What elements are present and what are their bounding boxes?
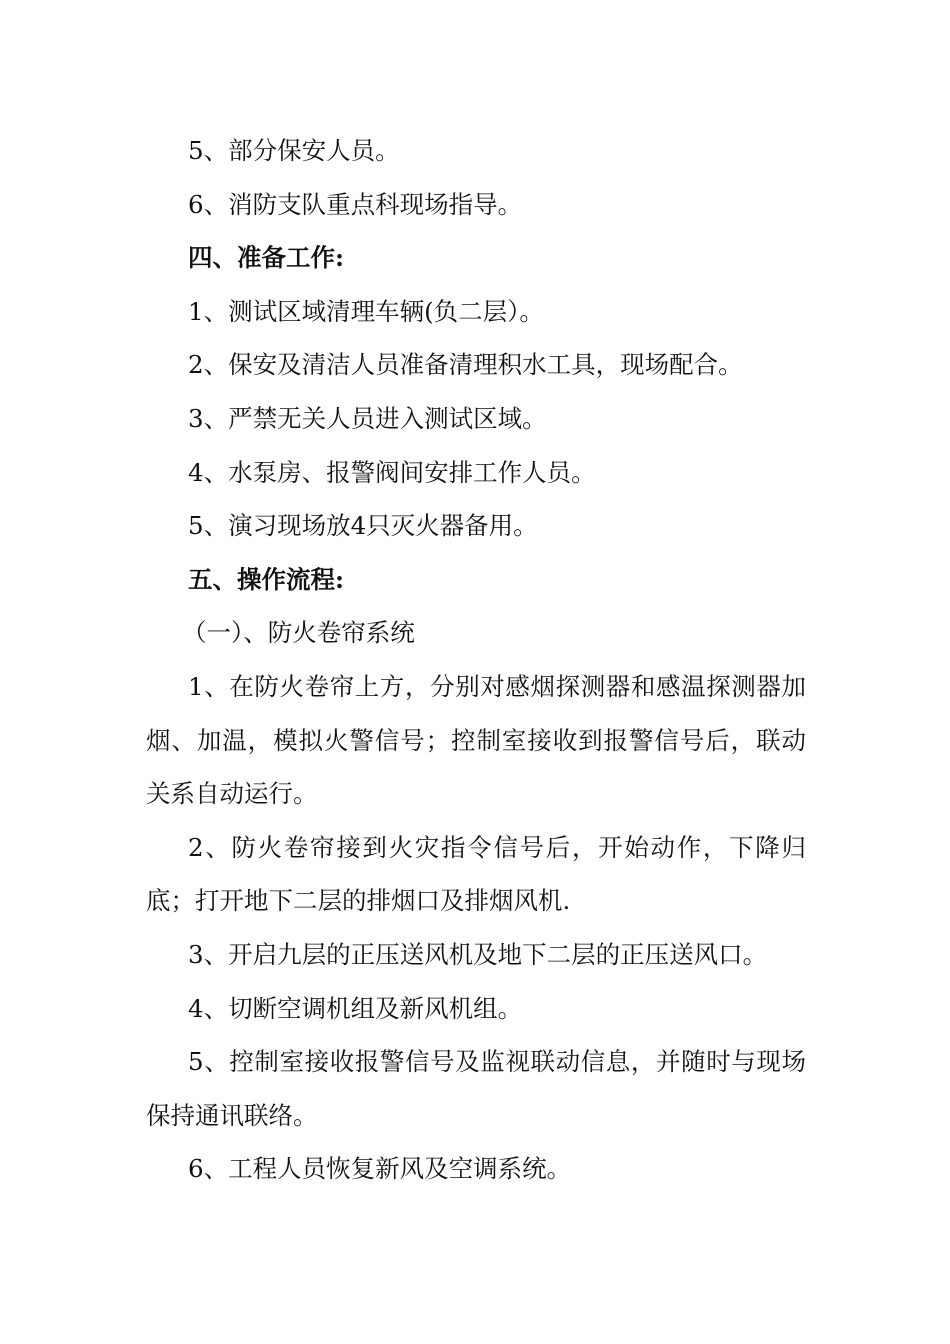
list-item: 6、工程人员恢复新风及空调系统。: [188, 1154, 572, 1184]
list-item: 5、控制室接收报警信号及监视联动信息，并随时与现场保持通讯联络。: [146, 1047, 806, 1130]
list-item: 4、水泵房、报警阀间安排工作人员。: [188, 457, 596, 487]
list-item: 1、测试区域清理车辆(负二层）。: [188, 296, 544, 326]
list-item: 1、在防火卷帘上方，分别对感烟探测器和感温探测器加烟、加温，模拟火警信号；控制室接收到报警信号后，联动关系自动运行。: [146, 671, 806, 809]
section-heading: 四、准备工作:: [188, 243, 345, 273]
document-body: [146, 124, 806, 1196]
list-item: 4、切断空调机组及新风机组。: [188, 993, 523, 1023]
list-item: 5、部分保安人员。: [188, 136, 400, 165]
list-item: 6、消防支队重点科现场指导。: [188, 189, 523, 219]
list-item: 2、防火卷帘接到火灾指令信号后，开始动作，下降归底；打开地下二层的排烟口及排烟风机.: [146, 832, 806, 916]
list-item: 2、保安及清洁人员准备清理积水工具，现场配合。: [188, 350, 743, 380]
list-item: 3、严禁无关人员进入测试区域。: [188, 403, 547, 433]
section-heading: 五、操作流程:: [188, 564, 345, 594]
list-item: 5、演习现场放4只灭火器备用。: [188, 511, 538, 541]
subsection-heading: （一）、防火卷帘系统: [182, 618, 415, 648]
list-item: 3、开启九层的正压送风机及地下二层的正压送风口。: [188, 939, 768, 969]
